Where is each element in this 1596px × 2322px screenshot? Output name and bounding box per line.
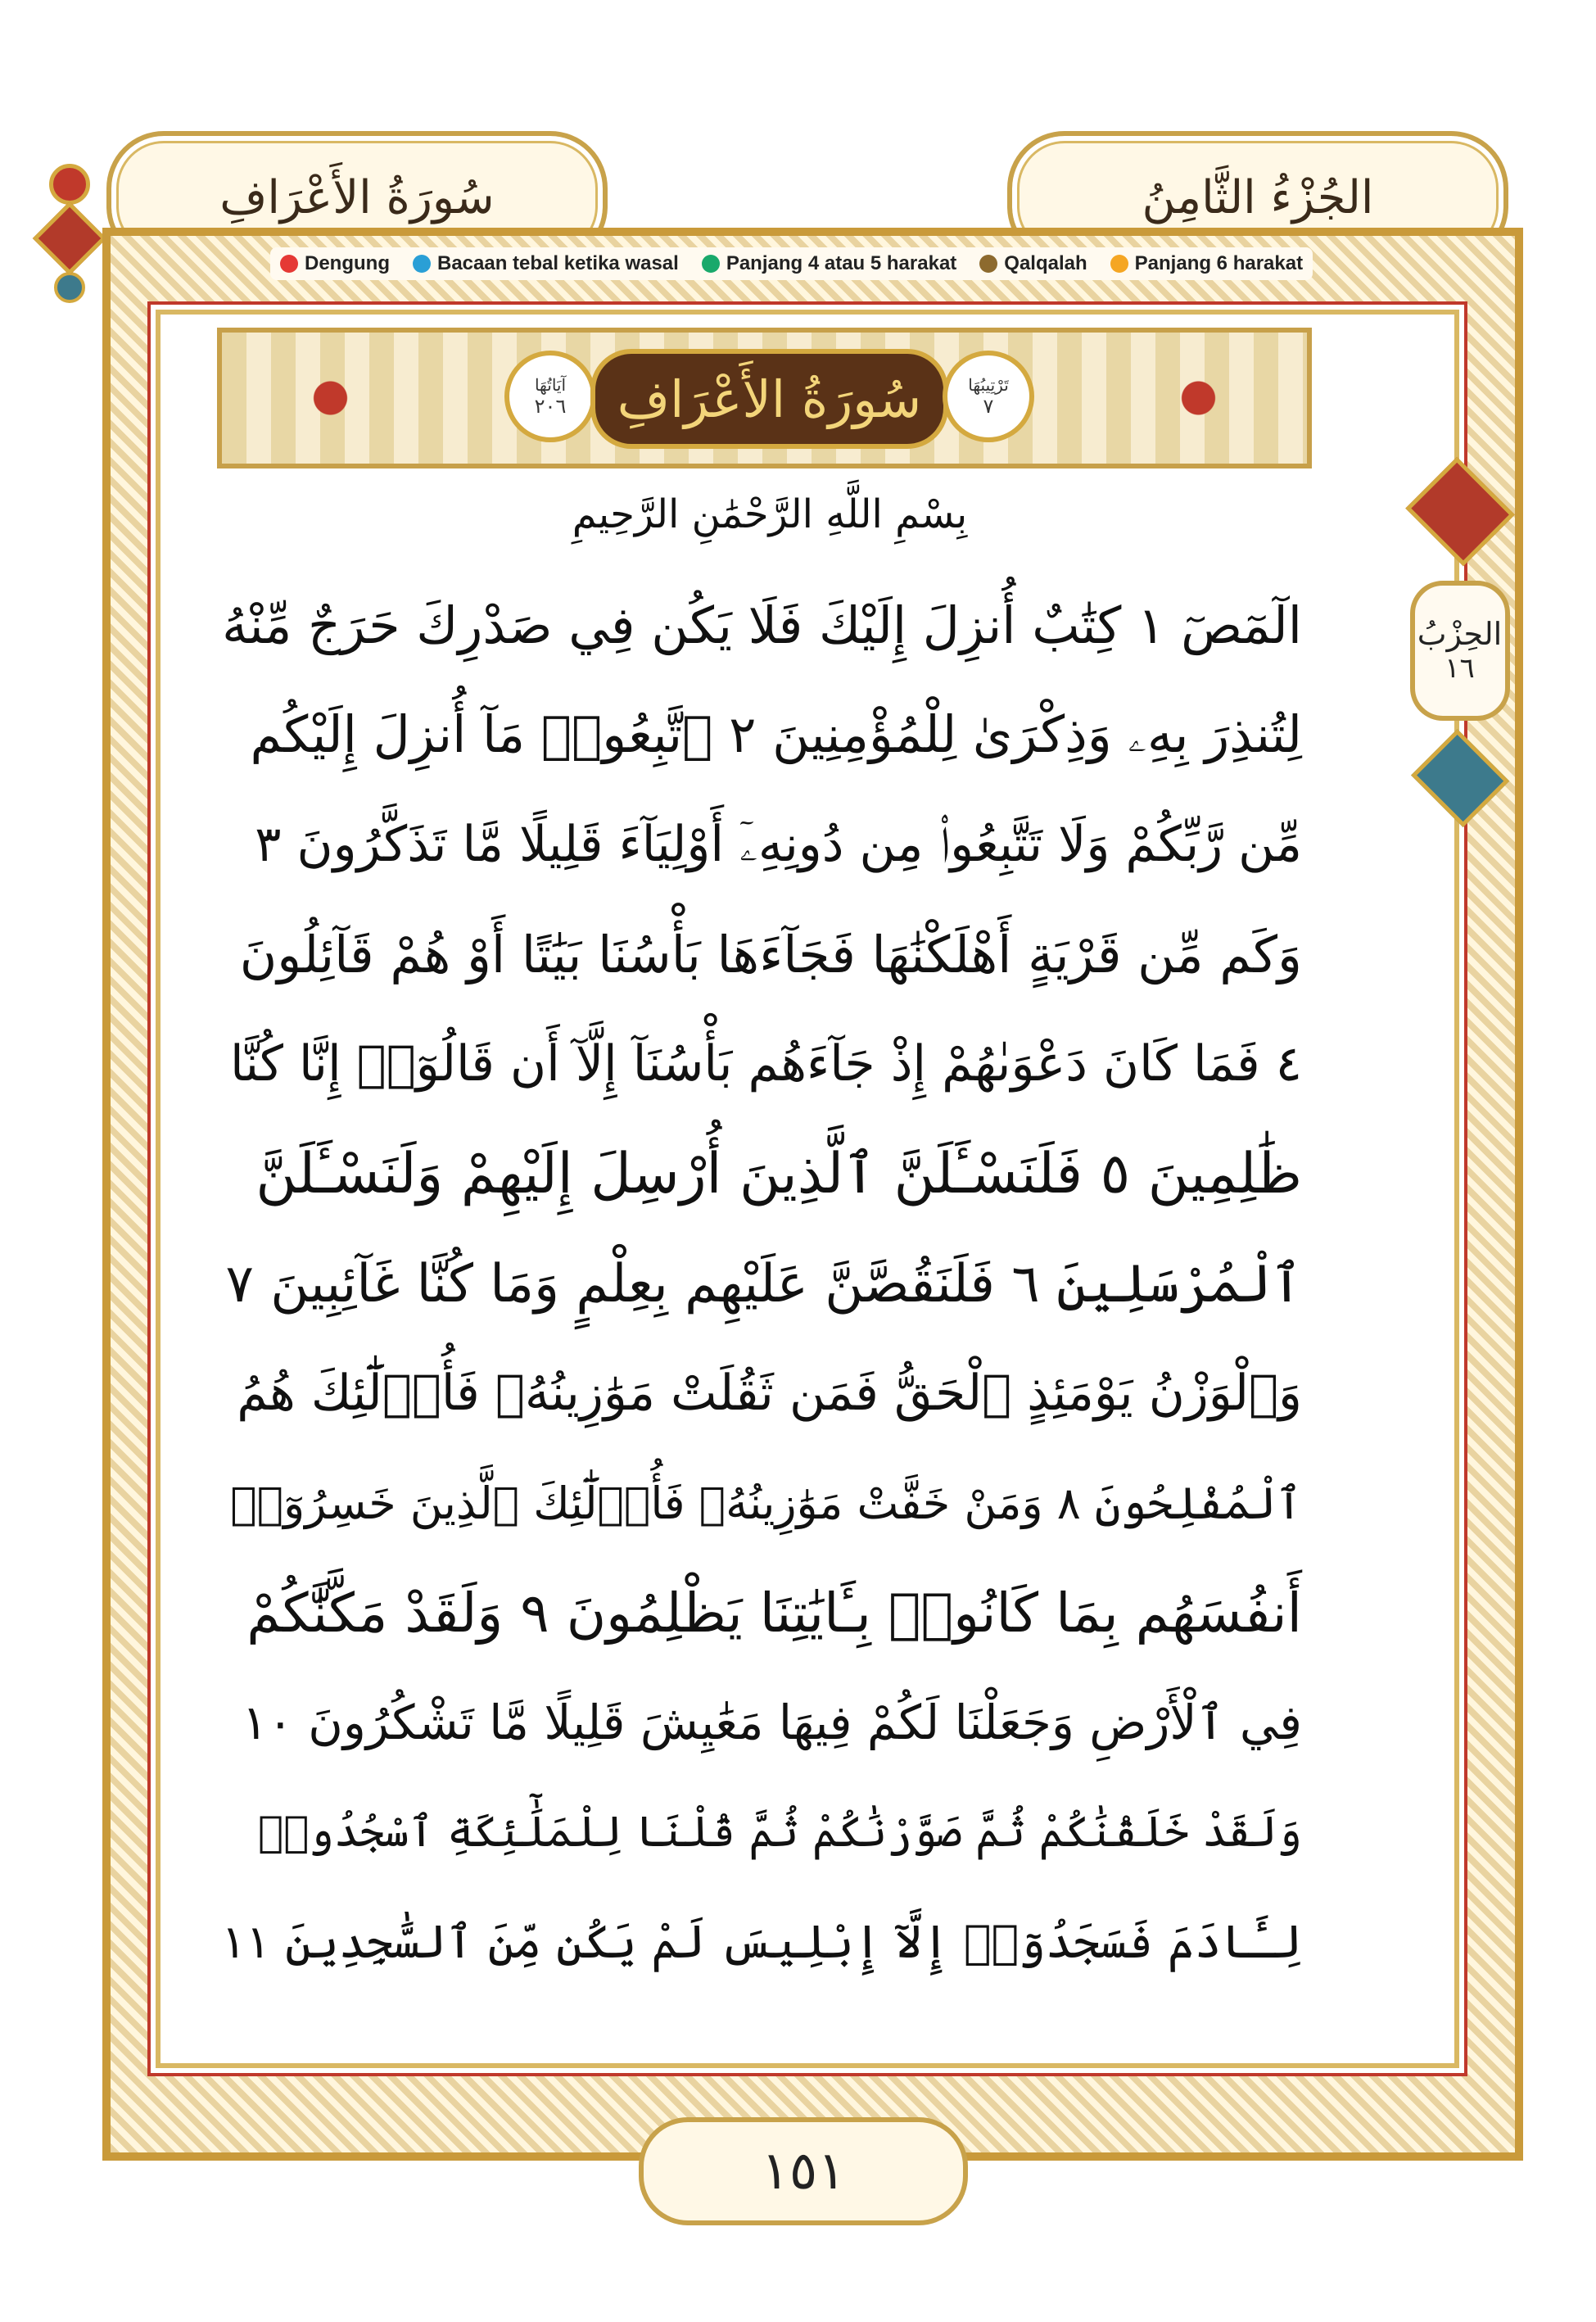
legend-color-dot — [979, 255, 997, 273]
surah-order-medallion — [943, 351, 1034, 442]
legend-label: Dengung — [305, 252, 390, 274]
verse-line-text: أَنفُسَهُم بِمَا كَانُوا۟ بِـَٔايَٰتِنَا يَظْلِمُونَ ٩ وَلَقَدْ مَكَّنَّٰكُمْ — [246, 1581, 1302, 1645]
verse-line — [209, 1126, 1302, 1221]
surah-banner — [217, 328, 1312, 468]
hizb-number: ١٦ — [1445, 652, 1475, 686]
verse-line-text: فِي ٱلْأَرْضِ وَجَعَلْنَا لَكُمْ فِيهَا مَعَٰيِشَ قَلِيلًا مَّا تَشْكُرُونَ ١٠ — [242, 1695, 1302, 1750]
page-number: ١٥١ — [639, 2117, 968, 2225]
surah-title-box — [590, 349, 948, 449]
hizb-marker — [1408, 459, 1511, 811]
legend-label: Bacaan tebal ketika wasal — [436, 252, 679, 274]
verse-line-text: لِتُنذِرَ بِهِۦ وَذِكْرَىٰ لِلْمُؤْمِنِينَ ٢ ٱتَّبِعُوا۟ مَآ أُنزِلَ إِلَيْكُم — [250, 704, 1302, 764]
basmala: بِسْمِ اللَّهِ الرَّحْمَٰنِ الرَّحِيمِ — [572, 491, 968, 537]
juz-name-text: الجُزْءُ الثَّامِنُ — [1142, 170, 1374, 224]
verse-line-text: وَكَم مِّن قَرْيَةٍ أَهْلَكْنَٰهَا فَجَآءَهَا بَأْسُنَا بَيَٰتًا أَوْ هُمْ قَآئِلُونَ — [239, 924, 1302, 984]
legend-item — [979, 252, 1087, 275]
legend-label: Qalqalah — [1004, 252, 1087, 274]
legend-color-dot — [702, 255, 720, 273]
verse-line-text: وَلَقَدْ خَلَقْنَٰكُمْ ثُمَّ صَوَّرْنَٰكُمْ ثُمَّ قُلْنَا لِلْمَلَٰٓئِكَةِ ٱسْجُدُوا۟ — [258, 1808, 1302, 1857]
hizb-box — [1410, 581, 1510, 720]
verse-line-text: ٤ فَمَا كَانَ دَعْوَىٰهُمْ إِذْ جَآءَهُم بَأْسُنَآ إِلَّآ أَن قَالُوٓا۟ إِنَّا كُنَّا — [229, 1035, 1302, 1093]
verse-line — [209, 1675, 1302, 1770]
ayah-count-label: آيَاتُهَا — [534, 375, 567, 395]
legend-color-dot — [280, 255, 298, 273]
verse-line — [209, 577, 1302, 672]
verse-line-text: الٓمٓصٓ ١ كِتَٰبٌ أُنزِلَ إِلَيْكَ فَلَا يَكُن فِي صَدْرِكَ حَرَجٌ مِّنْهُ — [222, 595, 1302, 655]
verse-line — [209, 1016, 1302, 1111]
legend-label: Panjang 6 harakat — [1134, 252, 1304, 274]
verse-line — [209, 1346, 1302, 1441]
legend-color-dot — [1110, 255, 1128, 273]
verse-line — [209, 1894, 1302, 1989]
surah-order-label: تَرْتِيبُهَا — [968, 375, 1009, 395]
legend-item — [702, 252, 956, 275]
verse-line — [209, 687, 1302, 782]
legend-item — [280, 252, 390, 275]
ayah-count-value: ٢٠٦ — [534, 395, 567, 418]
verse-line-text: ٱلْمُفْلِحُونَ ٨ وَمَنْ خَفَّتْ مَوَٰزِينُهُۥ فَأُو۟لَٰٓئِكَ ٱلَّذِينَ خَسِرُوٓا۟ — [230, 1477, 1302, 1529]
corner-ornament-left — [41, 164, 98, 303]
verse-line-text: لِـَٔادَمَ فَسَجَدُوٓا۟ إِلَّآ إِبْلِيسَ لَمْ يَكُن مِّنَ ٱلسَّٰجِدِينَ ١١ — [221, 1915, 1302, 1969]
hizb-label: الحِزْبُ — [1417, 616, 1503, 653]
ayah-count-medallion — [504, 351, 596, 442]
verse-line — [209, 1455, 1302, 1550]
verse-line-text: وَٱلْوَزْنُ يَوْمَئِذٍ ٱلْحَقُّ فَمَن ثَقُلَتْ مَوَٰزِينُهُۥ فَأُو۟لَٰٓئِكَ هُمُ — [237, 1365, 1302, 1422]
surah-title: سُورَةُ الأَعْرَافِ — [617, 369, 922, 429]
verse-line-text: ٱلْمُرْسَلِينَ ٦ فَلَنَقُصَّنَّ عَلَيْهِم بِعِلْمٍ وَمَا كُنَّا غَآئِبِينَ ٧ — [225, 1253, 1302, 1315]
verse-line — [209, 1785, 1302, 1880]
verse-line — [209, 1236, 1302, 1331]
verse-line — [209, 797, 1302, 892]
surah-name-text: سُورَةُ الأَعْرَافِ — [219, 170, 495, 224]
legend-color-dot — [413, 255, 431, 273]
surah-order-value: ٧ — [983, 395, 994, 418]
verse-lines — [209, 577, 1302, 2004]
legend-item — [413, 252, 679, 275]
tajweed-legend — [270, 247, 1313, 280]
verse-line — [209, 1565, 1302, 1660]
verse-line-text: ظَٰلِمِينَ ٥ فَلَنَسْـَٔلَنَّ ٱلَّذِينَ أُرْسِلَ إِلَيْهِمْ وَلَنَسْـَٔلَنَّ — [255, 1142, 1302, 1206]
legend-item — [1110, 252, 1303, 275]
verse-line — [209, 907, 1302, 1002]
verse-line-text: مِّن رَّبِّكُمْ وَلَا تَتَّبِعُوا۟ مِن دُونِهِۦٓ أَوْلِيَآءَ قَلِيلًا مَّا تَذَكَّرُونَ ٣ — [255, 816, 1302, 873]
hizb-ornament-top — [1405, 457, 1515, 567]
legend-label: Panjang 4 atau 5 harakat — [726, 252, 957, 274]
